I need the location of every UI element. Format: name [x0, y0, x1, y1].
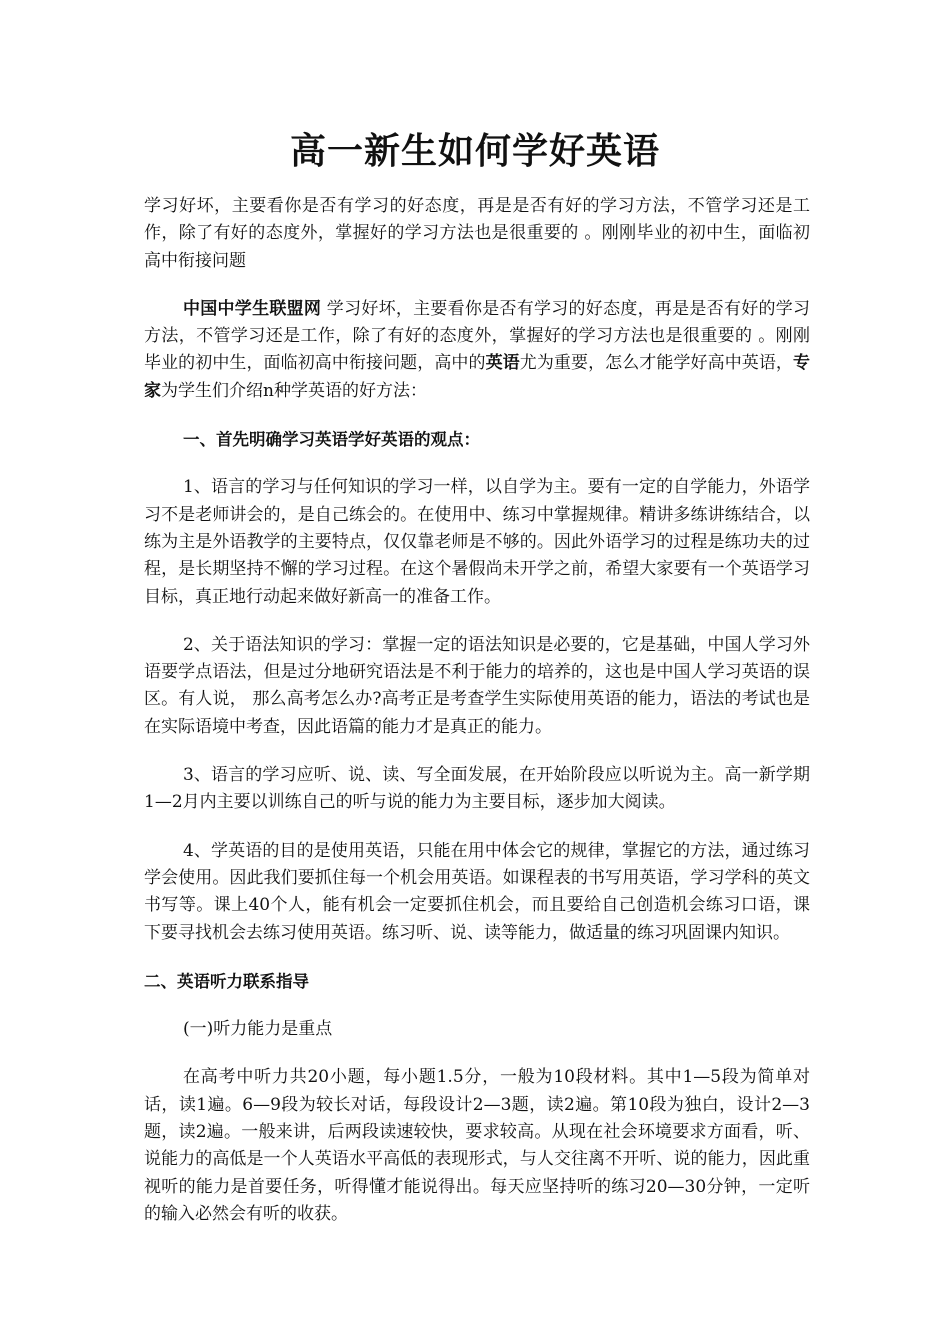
- document-body: [144, 193, 810, 1228]
- bold-expert: 专家: [144, 353, 811, 401]
- bold-english: 英语: [485, 353, 520, 374]
- section-2-heading: 二、英语听力联系指导: [144, 971, 309, 991]
- site-intro-text-b: 尤为重要，怎么才能学好高中英语，: [519, 353, 794, 374]
- section-1-item-3: 3、语言的学习应听、说、读、写全面发展，在开始阶段应以听说为主。高一新学期1—2月内主要以训练自己的听与说的能力为主要目标，逐步加大阅读。: [144, 765, 810, 813]
- section-1-heading: 一、首先明确学习英语学好英语的观点：: [183, 430, 480, 450]
- site-name: 中国中学生联盟网: [183, 298, 322, 319]
- site-intro-text-c: 为学生们介绍n种学英语的好方法：: [161, 380, 427, 401]
- section-1-item-2: 2、关于语法知识的学习：掌握一定的语法知识是必要的，它是基础，中国人学习外语要学点语法，但是过分地研究语法是不利于能力的培养的，这也是中国人学习英语的误区。有人说， 那么高考怎么办?高考正是考查学生实际使用英语的能力，语法的考试也是在实际语境中考查，因此语篇的能力才是真正的能力。: [144, 634, 810, 737]
- section-2-subheading: (一)听力能力是重点: [183, 1019, 333, 1040]
- intro-paragraph: 学习好坏，主要看你是否有学习的好态度，再是是否有好的学习方法，不管学习还是工作，除了有好的态度外，掌握好的学习方法也是很重要的 。刚刚毕业的初中生，面临初高中衔接问题: [144, 196, 810, 271]
- document-title: 高一新生如何学好英语: [289, 131, 660, 172]
- section-2-paragraph: 在高考中听力共20小题，每小题1.5分，一般为10段材料。其中1—5段为简单对话，读1遍。6—9段为较长对话，每段设计2—3题，读2遍。第10段为独白，设计2—3题，读2遍。一般来讲，后两段读速较快，要求较高。从现在社会环境要求方面看，听、说能力的高低是一个人英语水平高低的表现形式，与人交往离不开听、说的能力，因此重视听的能力是首要任务，听得懂才能说得出。每天应坚持听的练习20—30分钟，一定听的输入必然会有听的收获。: [144, 1067, 810, 1224]
- site-intro-text-a: 学习好坏，主要看你是否有学习的好态度，再是是否有好的学习方法，不管学习还是工作，除了有好的态度外，掌握好的学习方法也是很重要的 。刚刚毕业的初中生，面临初高中衔接问题，高中的: [144, 298, 811, 374]
- section-1-item-1: 1、语言的学习与任何知识的学习一样，以自学为主。要有一定的自学能力，外语学习不是老师讲会的，是自己练会的。在使用中、练习中掌握规律。精讲多练讲练结合，以练为主是外语教学的主要特点，仅仅靠老师是不够的。因此外语学习的过程是练功夫的过程，是长期坚持不懈的学习过程。在这个暑假尚未开学之前，希望大家要有一个英语学习目标，真正地行动起来做好新高一的准备工作。: [144, 477, 810, 607]
- section-1-item-4: 4、学英语的目的是使用英语，只能在用中体会它的规律，掌握它的方法，通过练习学会使用。因此我们要抓住每一个机会用英语。如课程表的书写用英语，学习学科的英文书写等。课上40个人，能有机会一定要抓住机会，而且要给自己创造机会练习口语，课下要寻找机会去练习使用英语。练习听、说、读等能力，做适量的练习巩固课内知识。: [144, 840, 810, 943]
- site-intro-paragraph: [144, 296, 810, 405]
